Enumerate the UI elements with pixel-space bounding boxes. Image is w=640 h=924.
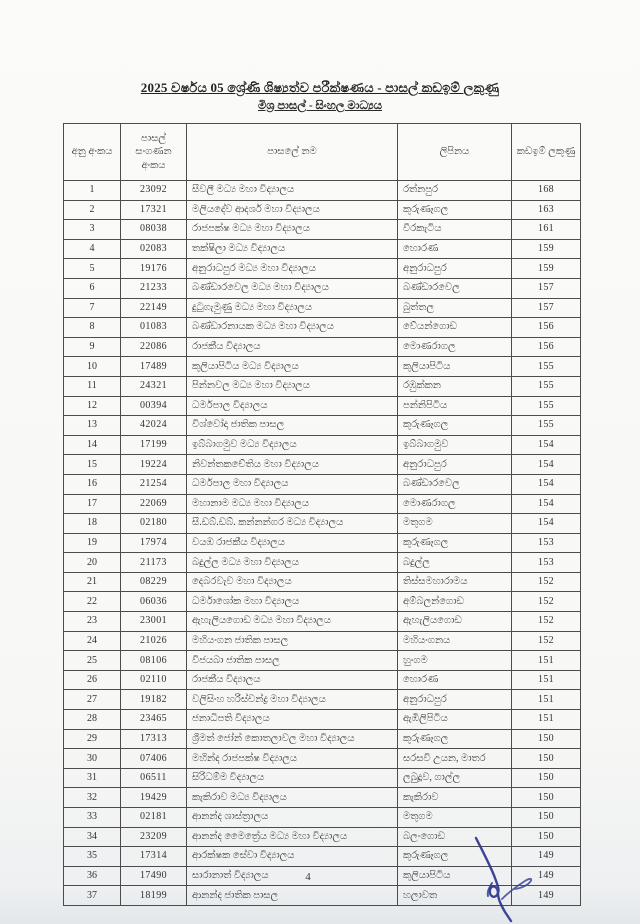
cell-serial-number: 36 xyxy=(64,866,121,886)
cell-serial-number: 29 xyxy=(64,729,121,749)
cell-cutoff-marks: 150 xyxy=(512,768,581,788)
table-row xyxy=(64,631,581,651)
cell-cutoff-marks: 154 xyxy=(512,435,581,455)
header-cutoff-marks: කඩඉම් ලකුණු xyxy=(512,124,581,181)
cell-school-name: අනුරාධපුර මධ්‍ය මහා විද්‍යාලය xyxy=(187,259,398,279)
cell-census-number: 08229 xyxy=(121,572,187,592)
cell-cutoff-marks: 156 xyxy=(512,318,581,338)
cell-census-number: 21173 xyxy=(121,553,187,573)
cell-cutoff-marks: 159 xyxy=(512,259,581,279)
cell-address: බුත්තල xyxy=(398,298,512,318)
cell-cutoff-marks: 157 xyxy=(512,298,581,318)
cell-school-name: සී.ඩබ්.ඩබ්. කන්නන්ගර මධ්‍ය විද්‍යාලය xyxy=(187,514,398,534)
cell-serial-number: 19 xyxy=(64,533,121,553)
cell-address: මහියංගනය xyxy=(398,631,512,651)
cell-cutoff-marks: 155 xyxy=(512,376,581,396)
cell-school-name: පින්නවල මධ්‍ය මහා විද්‍යාලය xyxy=(187,376,398,396)
cell-census-number: 00394 xyxy=(121,396,187,416)
cell-cutoff-marks: 152 xyxy=(512,592,581,612)
cell-address: හොරණ xyxy=(398,670,512,690)
cell-census-number: 17314 xyxy=(121,847,187,867)
table-row xyxy=(64,337,581,357)
cell-school-name: ධර්මපාල විද්‍යාලය xyxy=(187,396,398,416)
table-row xyxy=(64,690,581,710)
cell-census-number: 01083 xyxy=(121,318,187,338)
cell-census-number: 19182 xyxy=(121,690,187,710)
cell-school-name: ධර්මපාල මහා විද්‍යාලය xyxy=(187,474,398,494)
cell-census-number: 18199 xyxy=(121,886,187,906)
cell-address: කැකිරාව xyxy=(398,788,512,808)
cell-school-name: රාජපක්ෂ මධ්‍ය මහා විද්‍යාලය xyxy=(187,220,398,240)
cell-address: අනුරාධපුර xyxy=(398,259,512,279)
cell-serial-number: 25 xyxy=(64,651,121,671)
cell-census-number: 02083 xyxy=(121,239,187,259)
cell-census-number: 17321 xyxy=(121,200,187,220)
table-row xyxy=(64,455,581,475)
cell-census-number: 19429 xyxy=(121,788,187,808)
cell-census-number: 17489 xyxy=(121,357,187,377)
cell-school-name: ආනන්ද ජාතික පාසල xyxy=(187,886,398,906)
cell-school-name: දුටුගැමුණු මධ්‍ය මහා විද්‍යාලය xyxy=(187,298,398,318)
cell-cutoff-marks: 150 xyxy=(512,827,581,847)
cell-school-name: සිරිධම්ම විද්‍යාලය xyxy=(187,768,398,788)
cell-serial-number: 24 xyxy=(64,631,121,651)
cell-serial-number: 18 xyxy=(64,514,121,534)
cell-serial-number: 7 xyxy=(64,298,121,318)
cell-school-name: තක්ෂිලා මධ්‍ය විද්‍යාලය xyxy=(187,239,398,259)
cell-cutoff-marks: 152 xyxy=(512,572,581,592)
cell-school-name: ඉබ්බාගමුව මධ්‍ය විද්‍යාලය xyxy=(187,435,398,455)
cell-serial-number: 13 xyxy=(64,416,121,436)
cell-cutoff-marks: 153 xyxy=(512,533,581,553)
table-row xyxy=(64,278,581,298)
cell-address: ඇහැලියගොඩ xyxy=(398,612,512,632)
cell-serial-number: 5 xyxy=(64,259,121,279)
cell-address: බලංගොඩ xyxy=(398,827,512,847)
cell-address: කුරුණෑගල xyxy=(398,847,512,867)
header-census-number: පාසල් සංගණන අංකය xyxy=(121,124,187,181)
cell-address: කුලියාපිටිය xyxy=(398,866,512,886)
page-number: 4 xyxy=(305,871,311,883)
cell-address: හලාවත xyxy=(398,886,512,906)
table-row xyxy=(64,729,581,749)
cell-serial-number: 12 xyxy=(64,396,121,416)
cell-serial-number: 30 xyxy=(64,749,121,769)
cell-school-name: මහානාම මධ්‍ය මහා විද්‍යාලය xyxy=(187,494,398,514)
cell-serial-number: 4 xyxy=(64,239,121,259)
cell-address: මතුගම xyxy=(398,514,512,534)
cell-serial-number: 26 xyxy=(64,670,121,690)
cell-school-name: ආරක්ෂක සේවා විද්‍යාලය xyxy=(187,847,398,867)
header-school-name: පාසලේ නම xyxy=(187,124,398,181)
cell-cutoff-marks: 150 xyxy=(512,808,581,828)
table-row xyxy=(64,376,581,396)
cell-cutoff-marks: 150 xyxy=(512,788,581,808)
table-row xyxy=(64,788,581,808)
cell-cutoff-marks: 151 xyxy=(512,710,581,730)
cell-serial-number: 11 xyxy=(64,376,121,396)
cell-school-name: ශ්‍රීමත් ජෝන් කොතලාවල මහා විද්‍යාලය xyxy=(187,729,398,749)
cell-cutoff-marks: 156 xyxy=(512,337,581,357)
cell-address: පන්නිපිටිය xyxy=(398,396,512,416)
cell-cutoff-marks: 152 xyxy=(512,612,581,632)
cell-census-number: 19176 xyxy=(121,259,187,279)
cell-school-name: ධර්මාශෝක මහා විද්‍යාලය xyxy=(187,592,398,612)
table-row xyxy=(64,572,581,592)
header-address: ලිපිනය xyxy=(398,124,512,181)
cell-serial-number: 23 xyxy=(64,612,121,632)
cell-cutoff-marks: 149 xyxy=(512,866,581,886)
cell-serial-number: 1 xyxy=(64,181,121,201)
cell-cutoff-marks: 155 xyxy=(512,396,581,416)
cell-census-number: 17199 xyxy=(121,435,187,455)
cell-address: කුරුණෑගල xyxy=(398,533,512,553)
cell-serial-number: 9 xyxy=(64,337,121,357)
cell-serial-number: 16 xyxy=(64,474,121,494)
cell-serial-number: 34 xyxy=(64,827,121,847)
table-row xyxy=(64,768,581,788)
table-row xyxy=(64,592,581,612)
cell-census-number: 24321 xyxy=(121,376,187,396)
table-row xyxy=(64,749,581,769)
cell-cutoff-marks: 151 xyxy=(512,690,581,710)
page-subtitle: මිශ්‍ර පාසල් - සිංහල මාධ්‍යය xyxy=(257,100,382,112)
cell-census-number: 08038 xyxy=(121,220,187,240)
cell-census-number: 02110 xyxy=(121,670,187,690)
cell-cutoff-marks: 153 xyxy=(512,553,581,573)
header-serial-number: අනු අංකය xyxy=(64,124,121,181)
table-row xyxy=(64,710,581,730)
cell-census-number: 06511 xyxy=(121,768,187,788)
table-row xyxy=(64,416,581,436)
cell-census-number: 17313 xyxy=(121,729,187,749)
cell-serial-number: 21 xyxy=(64,572,121,592)
table-header-row xyxy=(64,124,581,181)
cell-serial-number: 37 xyxy=(64,886,121,906)
cell-school-name: රාජකීය විද්‍යාලය xyxy=(187,337,398,357)
cell-school-name: ආනන්ද මෛත්‍රේය මධ්‍ය මහා විද්‍යාලය xyxy=(187,827,398,847)
cell-address: මොණරාගල xyxy=(398,337,512,357)
cell-cutoff-marks: 149 xyxy=(512,886,581,906)
cell-address: බදුල්ල xyxy=(398,553,512,573)
cell-serial-number: 31 xyxy=(64,768,121,788)
cell-address: අනුරාධපුර xyxy=(398,690,512,710)
cell-census-number: 23209 xyxy=(121,827,187,847)
cell-census-number: 42024 xyxy=(121,416,187,436)
cell-school-name: රාජකීය විද්‍යාලය xyxy=(187,670,398,690)
page-title: 2025 වර්ෂය 05 ශ්‍රේණි ශිෂ්‍යත්ව පරීක්ෂණය - පාසල් කඩඉම් ලකුණු xyxy=(140,80,500,95)
table-row xyxy=(64,533,581,553)
cell-cutoff-marks: 154 xyxy=(512,474,581,494)
table-row xyxy=(64,396,581,416)
cell-serial-number: 22 xyxy=(64,592,121,612)
cell-census-number: 07406 xyxy=(121,749,187,769)
cell-address: මොණරාගල xyxy=(398,494,512,514)
cell-school-name: කුලියාපිටිය මධ්‍ය විද්‍යාලය xyxy=(187,357,398,377)
cell-cutoff-marks: 154 xyxy=(512,514,581,534)
cell-cutoff-marks: 168 xyxy=(512,181,581,201)
cell-census-number: 17490 xyxy=(121,866,187,886)
cell-address: රත්නපුර xyxy=(398,181,512,201)
cell-serial-number: 15 xyxy=(64,455,121,475)
cell-address: අම්බලන්ගොඩ xyxy=(398,592,512,612)
cell-census-number: 17974 xyxy=(121,533,187,553)
cell-census-number: 21254 xyxy=(121,474,187,494)
cell-cutoff-marks: 157 xyxy=(512,278,581,298)
cell-address: රඹුක්කන xyxy=(398,376,512,396)
cell-cutoff-marks: 150 xyxy=(512,729,581,749)
cell-census-number: 22149 xyxy=(121,298,187,318)
cell-cutoff-marks: 151 xyxy=(512,651,581,671)
cell-census-number: 19224 xyxy=(121,455,187,475)
table-row xyxy=(64,259,581,279)
table-row xyxy=(64,808,581,828)
cell-census-number: 06036 xyxy=(121,592,187,612)
cell-address: ලබුදූව, ගාල්ල xyxy=(398,768,512,788)
cell-address: තිස්සමහාරාමය xyxy=(398,572,512,592)
cell-school-name: කැකිරාව මධ්‍ය විද්‍යාලය xyxy=(187,788,398,808)
cell-serial-number: 14 xyxy=(64,435,121,455)
cell-serial-number: 2 xyxy=(64,200,121,220)
cell-serial-number: 27 xyxy=(64,690,121,710)
cell-census-number: 21026 xyxy=(121,631,187,651)
cell-cutoff-marks: 155 xyxy=(512,416,581,436)
cell-school-name: ජනාධිපති විද්‍යාලය xyxy=(187,710,398,730)
cell-school-name: ඇහැලියගොඩ මධ්‍ය මහා විද්‍යාලය xyxy=(187,612,398,632)
cell-cutoff-marks: 152 xyxy=(512,631,581,651)
cell-census-number: 23092 xyxy=(121,181,187,201)
cell-census-number: 23465 xyxy=(121,710,187,730)
cell-cutoff-marks: 154 xyxy=(512,494,581,514)
cell-serial-number: 17 xyxy=(64,494,121,514)
table-row xyxy=(64,435,581,455)
cell-cutoff-marks: 159 xyxy=(512,239,581,259)
cell-school-name: සීවලී මධ්‍ය මහා විද්‍යාලය xyxy=(187,181,398,201)
cell-address: කුරුණෑගල xyxy=(398,729,512,749)
cell-cutoff-marks: 150 xyxy=(512,749,581,769)
cell-school-name: වලිසිංහ හරිස්චන්ද්‍ර මහා විද්‍යාලය xyxy=(187,690,398,710)
cell-address: වීරකැටිය xyxy=(398,220,512,240)
cell-address: බණ්ඩාරවෙල xyxy=(398,278,512,298)
table-row xyxy=(64,474,581,494)
cell-cutoff-marks: 155 xyxy=(512,357,581,377)
cell-cutoff-marks: 149 xyxy=(512,847,581,867)
table-row xyxy=(64,318,581,338)
cell-school-name: බණ්ඩාරවෙල මධ්‍ය මහා විද්‍යාලය xyxy=(187,278,398,298)
table-row xyxy=(64,181,581,201)
table-row xyxy=(64,357,581,377)
cell-serial-number: 35 xyxy=(64,847,121,867)
table-row xyxy=(64,514,581,534)
cell-school-name: මලියදේව ආදර්ශ මහා විද්‍යාලය xyxy=(187,200,398,220)
cell-school-name: වයඹ රාජකීය විද්‍යාලය xyxy=(187,533,398,553)
table-row xyxy=(64,494,581,514)
cell-school-name: විශ්වෝදා ජාතික පාසල xyxy=(187,416,398,436)
cell-serial-number: 8 xyxy=(64,318,121,338)
table-row xyxy=(64,553,581,573)
cell-cutoff-marks: 151 xyxy=(512,670,581,690)
table-row xyxy=(64,298,581,318)
table-row xyxy=(64,651,581,671)
cell-address: අනුරාධපුර xyxy=(398,455,512,475)
cell-cutoff-marks: 163 xyxy=(512,200,581,220)
cell-cutoff-marks: 154 xyxy=(512,455,581,475)
table-body xyxy=(64,181,581,906)
handwritten-signature xyxy=(452,828,587,924)
document-header xyxy=(0,0,640,113)
cell-school-name: විජයබා ජාතික පාසල xyxy=(187,651,398,671)
cell-address: හොරණ xyxy=(398,239,512,259)
table-row xyxy=(64,612,581,632)
cell-school-name: මහින්ද රාජපක්ෂ විද්‍යාලය xyxy=(187,749,398,769)
table-row xyxy=(64,670,581,690)
cell-address: කුලියාපිටිය xyxy=(398,357,512,377)
cell-cutoff-marks: 161 xyxy=(512,220,581,240)
cell-school-name: බදුල්ල මධ්‍ය මහා විද්‍යාලය xyxy=(187,553,398,573)
cell-census-number: 23001 xyxy=(121,612,187,632)
cell-serial-number: 28 xyxy=(64,710,121,730)
cutoff-marks-table xyxy=(63,123,581,906)
cell-census-number: 22086 xyxy=(121,337,187,357)
table-row xyxy=(64,200,581,220)
cell-address: වේයන්ගොඩ xyxy=(398,318,512,338)
cell-address: සරසවි උයන, මාතර xyxy=(398,749,512,769)
cell-school-name: මහියංගන ජාතික පාසල xyxy=(187,631,398,651)
cell-census-number: 22069 xyxy=(121,494,187,514)
cell-serial-number: 20 xyxy=(64,553,121,573)
cell-census-number: 02180 xyxy=(121,514,187,534)
cell-address: ඇඹිලිපිටිය xyxy=(398,710,512,730)
cell-address: බණ්ඩාරවෙල xyxy=(398,474,512,494)
cell-address: කුරුණෑගල xyxy=(398,200,512,220)
cell-school-name: නිවන්තකචේතිය මහා විද්‍යාලය xyxy=(187,455,398,475)
cell-school-name: බණ්ඩාරනායක මධ්‍ය මහා විද්‍යාලය xyxy=(187,318,398,338)
cell-address: ඉබ්බාගමුව xyxy=(398,435,512,455)
table-row xyxy=(64,220,581,240)
cell-census-number: 02181 xyxy=(121,808,187,828)
cell-serial-number: 3 xyxy=(64,220,121,240)
cell-address: හුංගම xyxy=(398,651,512,671)
cell-serial-number: 32 xyxy=(64,788,121,808)
cell-school-name: සාරානාත් විද්‍යාලය xyxy=(187,866,398,886)
cell-school-name: දෙබරවැව මහා විද්‍යාලය xyxy=(187,572,398,592)
cell-serial-number: 6 xyxy=(64,278,121,298)
cell-census-number: 08106 xyxy=(121,651,187,671)
cell-serial-number: 10 xyxy=(64,357,121,377)
cell-address: මතුගම xyxy=(398,808,512,828)
table-row xyxy=(64,239,581,259)
cell-school-name: ආනන්ද ශාස්ත්‍රාලය xyxy=(187,808,398,828)
cell-census-number: 21233 xyxy=(121,278,187,298)
cell-serial-number: 33 xyxy=(64,808,121,828)
cell-address: කුරුණෑගල xyxy=(398,416,512,436)
